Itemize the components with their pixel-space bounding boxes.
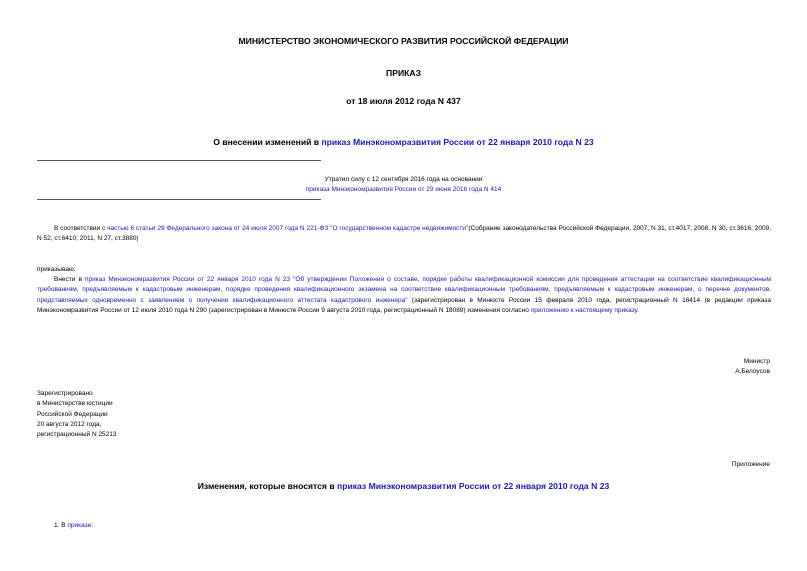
registration-line: 20 августа 2012 года, [37,420,102,428]
preamble-prefix: В соответствии с [54,225,108,232]
body-prefix: Внести в [54,276,85,283]
signature-position: Министр [743,358,770,365]
signature-block [735,357,770,378]
item-1-link[interactable]: приказе [67,522,92,529]
item-1-prefix: 1. В [54,522,68,529]
document-subject [0,137,807,147]
body-suffix: (зарегистрирован в Минюсте России 15 февраля 2010 года, регистрационный N 16414 (в редакции приказа Минэкономразвития России от 12 июля 2010 года N 290 (зарегистрирован в Минюсте России 9 августа 2010 года, регистрационный N 18089) изменения согласно [37,296,771,314]
appendix-label: Приложение [731,461,770,468]
appendix-title-prefix: Изменения, которые вносятся в [197,481,337,491]
appendix-link[interactable]: приложению к настоящему приказу [530,306,638,314]
body-order-link[interactable]: приказ Минэкономразвития России от 22 января 2010 года N 23 "Об утверждении Положения о составе, порядке работы квалификационной комиссии для проведения аттестации на соответствие квалификационным требованиям, предъявляемым к кадастровым инженерам, порядке проведения квалификационного экзамена на соответствие квалификационным требованиям, предъявляемым к кадастровым инженерам, о перечне документов, представляемых одновременно с заявлением о получении квалификационного аттестата кадастрового инженера" [37,276,771,304]
preamble-law-link[interactable]: частью 6 статьи 29 Федерального закона от 24 июля 2007 года N 221-ФЗ "О государственном кадастре недвижимости" [107,225,469,232]
preamble-suffix: (Собрание законодательства Российской Федерации, 2007, N 31, ст.4017; 2008, N 30, ст.3616; 2009, N 52, ст.6410; 2011, N 27, ст.3880) [37,225,772,243]
subject-link[interactable]: приказ Минэкономразвития России от 22 января 2010 года N 23 [321,137,594,147]
status-top-rule [37,160,321,161]
item-1 [54,521,93,531]
registration-line: регистрационный N 25213 [37,431,117,439]
status-bottom-rule [37,199,321,200]
status-text: Утратил силу с 12 сентября 2016 года на основании [324,176,483,183]
ministry-title: МИНИСТЕРСТВО ЭКОНОМИЧЕСКОГО РАЗВИТИЯ РОССИЙСКОЙ ФЕДЕРАЦИИ [238,36,569,46]
document-date-number: от 18 июля 2012 года N 437 [346,96,461,106]
registration-line: в Министерстве юстиции [37,400,113,408]
appendix-title-link[interactable]: приказ Минэкономразвития России от 22 января 2010 года N 23 [337,481,610,491]
body-end: . [637,306,639,314]
item-1-suffix: : [91,522,94,529]
registration-block [37,389,117,440]
registration-line: Зарегистрировано [37,390,93,397]
status-link[interactable]: приказа Минэкономразвития России от 29 июня 2016 года N 414 [305,186,502,193]
signature-name: А.Белоусов [735,368,770,376]
order-word: приказываю: [37,266,76,273]
preamble-paragraph [37,224,771,245]
registration-line: Российской Федерации [37,410,108,418]
body-paragraph [37,275,771,316]
appendix-title [0,481,807,491]
document-type: ПРИКАЗ [386,68,421,78]
subject-prefix: О внесении изменений в [213,137,322,147]
